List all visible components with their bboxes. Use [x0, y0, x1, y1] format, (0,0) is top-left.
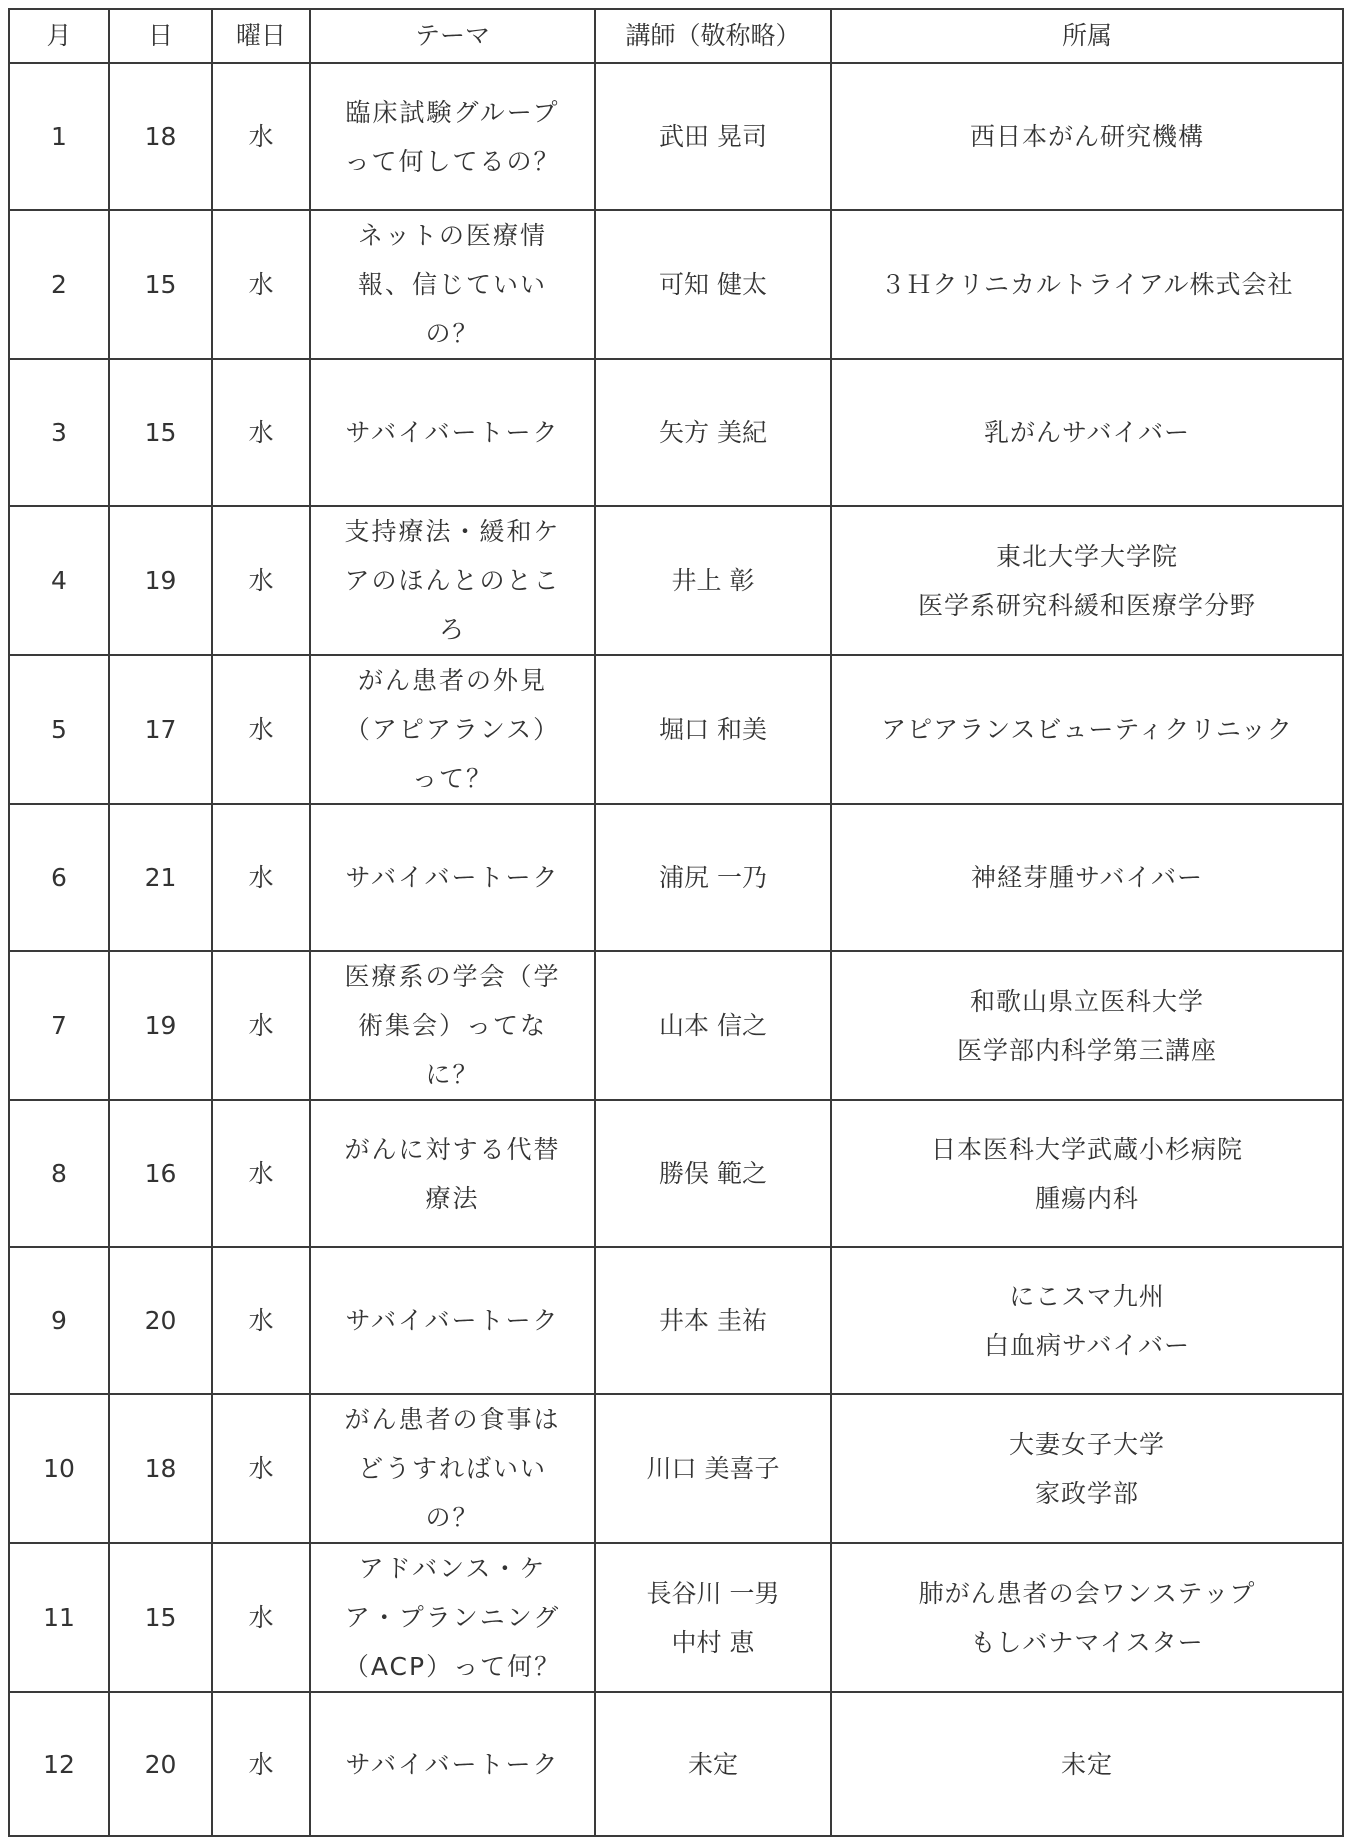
theme-line: って？ — [411, 764, 493, 793]
theme-line: に？ — [425, 1060, 480, 1089]
aff-cell — [831, 1247, 1343, 1394]
lecturer-line: 中村 恵 — [671, 1627, 755, 1657]
lecturer-line: 矢方 美紀 — [659, 418, 767, 447]
weekday-cell: 水 — [212, 1692, 310, 1836]
schedule-body — [9, 63, 1343, 1836]
theme-cell — [310, 1100, 595, 1247]
weekday-cell: 水 — [212, 804, 310, 951]
table-row — [9, 1100, 1343, 1247]
day-cell: 16 — [109, 1100, 212, 1247]
header-lecturer: 講師（敬称略） — [595, 9, 831, 63]
theme-cell — [310, 63, 595, 210]
table-row — [9, 359, 1343, 506]
affiliation-line: 肺がん患者の会ワンステップ — [918, 1578, 1256, 1608]
theme-line: 医療系の学会（学 — [344, 962, 561, 991]
theme-cell — [310, 210, 595, 359]
lecturer-cell — [595, 804, 831, 951]
affiliation-line: 西日本がん研究機構 — [969, 122, 1204, 151]
aff-cell — [831, 1394, 1343, 1543]
theme-line: サバイバートーク — [345, 1749, 560, 1779]
month-cell: 10 — [9, 1394, 109, 1543]
month-cell: 6 — [9, 804, 109, 951]
lecturer-cell — [595, 1543, 831, 1692]
month-cell: 12 — [9, 1692, 109, 1836]
day-cell: 19 — [109, 506, 212, 655]
day-cell: 18 — [109, 63, 212, 210]
aff-cell — [831, 1543, 1343, 1692]
lecturer-cell — [595, 951, 831, 1100]
lecturer-line: 井本 圭祐 — [659, 1306, 767, 1335]
lecturer-line: 山本 信之 — [659, 1011, 767, 1040]
table-row — [9, 1247, 1343, 1394]
theme-line: 療法 — [425, 1183, 480, 1213]
affiliation-line: 未定 — [1060, 1749, 1113, 1779]
theme-line: ろ — [438, 615, 466, 644]
header-theme: テーマ — [310, 9, 595, 63]
lecturer-cell — [595, 1247, 831, 1394]
theme-cell — [310, 506, 595, 655]
lecturer-line: 可知 健太 — [659, 270, 767, 299]
day-cell: 19 — [109, 951, 212, 1100]
theme-line: がん患者の外見 — [357, 666, 547, 695]
weekday-cell: 水 — [212, 1394, 310, 1543]
lecturer-line: 浦尻 一乃 — [659, 863, 767, 892]
theme-line: サバイバートーク — [345, 863, 560, 892]
theme-line: アのほんとのとこ — [344, 566, 561, 595]
table-row — [9, 1394, 1343, 1543]
lecturer-cell — [595, 1100, 831, 1247]
affiliation-line: 白血病サバイバー — [983, 1330, 1190, 1360]
aff-cell — [831, 1692, 1343, 1836]
table-row — [9, 655, 1343, 804]
table-row — [9, 951, 1343, 1100]
affiliation-line: 神経芽腫サバイバー — [970, 863, 1203, 892]
affiliation-line: 医学部内科学第三講座 — [956, 1035, 1217, 1065]
theme-cell — [310, 1394, 595, 1543]
theme-line: ア・プランニング — [344, 1603, 561, 1632]
table-row — [9, 63, 1343, 210]
theme-line: アドバンス・ケ — [358, 1554, 547, 1583]
weekday-cell: 水 — [212, 63, 310, 210]
lecturer-cell — [595, 1692, 831, 1836]
aff-cell — [831, 804, 1343, 951]
aff-cell — [831, 951, 1343, 1100]
affiliation-line: アピアランスビューティクリニック — [881, 715, 1293, 744]
affiliation-line: 家政学部 — [1034, 1478, 1139, 1508]
theme-cell — [310, 1692, 595, 1836]
lecturer-line: 堀口 和美 — [659, 715, 767, 744]
affiliation-line: 東北大学大学院 — [995, 541, 1178, 571]
weekday-cell: 水 — [212, 1247, 310, 1394]
day-cell: 18 — [109, 1394, 212, 1543]
header-day: 日 — [109, 9, 212, 63]
affiliation-line: にこスマ九州 — [1009, 1281, 1165, 1311]
month-cell: 1 — [9, 63, 109, 210]
affiliation-line: 医学系研究科緩和医療学分野 — [917, 590, 1256, 620]
theme-line: 支持療法・緩和ケ — [344, 517, 561, 546]
table-row — [9, 1692, 1343, 1836]
aff-cell — [831, 63, 1343, 210]
aff-cell — [831, 655, 1343, 804]
month-cell: 11 — [9, 1543, 109, 1692]
theme-cell — [310, 359, 595, 506]
theme-cell — [310, 1543, 595, 1692]
lecturer-line: 川口 美喜子 — [646, 1454, 780, 1483]
affiliation-line: 日本医科大学武蔵小杉病院 — [930, 1134, 1243, 1164]
aff-cell — [831, 210, 1343, 359]
affiliation-line: 大妻女子大学 — [1008, 1429, 1165, 1459]
weekday-cell: 水 — [212, 506, 310, 655]
day-cell: 15 — [109, 1543, 212, 1692]
day-cell: 20 — [109, 1692, 212, 1836]
day-cell: 20 — [109, 1247, 212, 1394]
theme-line: 臨床試験グループ — [345, 97, 560, 127]
weekday-cell: 水 — [212, 1543, 310, 1692]
theme-cell — [310, 1247, 595, 1394]
lecturer-line: 長谷川 一男 — [646, 1578, 780, 1608]
month-cell: 3 — [9, 359, 109, 506]
month-cell: 4 — [9, 506, 109, 655]
month-cell: 2 — [9, 210, 109, 359]
affiliation-line: 乳がんサバイバー — [983, 418, 1190, 447]
lecturer-cell — [595, 359, 831, 506]
schedule-table — [8, 8, 1344, 1837]
affiliation-line: 腫瘍内科 — [1034, 1183, 1139, 1213]
aff-cell — [831, 359, 1343, 506]
theme-line: の？ — [425, 1503, 480, 1532]
table-row — [9, 1543, 1343, 1692]
theme-line: サバイバートーク — [345, 1306, 560, 1335]
affiliation-line: ３Ｈクリニカルトライアル株式会社 — [880, 270, 1294, 299]
table-row — [9, 210, 1343, 359]
theme-line: の？ — [425, 319, 480, 348]
theme-cell — [310, 655, 595, 804]
month-cell: 7 — [9, 951, 109, 1100]
day-cell: 17 — [109, 655, 212, 804]
weekday-cell: 水 — [212, 1100, 310, 1247]
table-row — [9, 506, 1343, 655]
month-cell: 9 — [9, 1247, 109, 1394]
weekday-cell: 水 — [212, 359, 310, 506]
weekday-cell: 水 — [212, 951, 310, 1100]
lecturer-line: 武田 晃司 — [659, 122, 767, 151]
theme-line: サバイバートーク — [345, 418, 560, 447]
header-weekday: 曜日 — [212, 9, 310, 63]
theme-line: がん患者の食事は — [344, 1405, 561, 1434]
theme-cell — [310, 804, 595, 951]
lecturer-cell — [595, 655, 831, 804]
theme-line: （アピアランス） — [344, 715, 561, 744]
day-cell: 15 — [109, 210, 212, 359]
weekday-cell: 水 — [212, 210, 310, 359]
aff-cell — [831, 1100, 1343, 1247]
header-row — [9, 9, 1343, 63]
lecturer-line: 未定 — [687, 1749, 738, 1779]
affiliation-line: もしバナマイスター — [970, 1627, 1204, 1657]
lecturer-cell — [595, 210, 831, 359]
lecturer-cell — [595, 1394, 831, 1543]
theme-line: どうすればいい — [357, 1454, 547, 1483]
theme-line: （ACP）って何？ — [343, 1652, 562, 1681]
affiliation-line: 和歌山県立医科大学 — [969, 986, 1204, 1016]
theme-cell — [310, 951, 595, 1100]
day-cell: 21 — [109, 804, 212, 951]
theme-line: ネットの医療情 — [357, 221, 547, 250]
lecturer-cell — [595, 63, 831, 210]
theme-line: って何してるの？ — [344, 146, 561, 176]
aff-cell — [831, 506, 1343, 655]
month-cell: 8 — [9, 1100, 109, 1247]
lecturer-line: 勝俣 範之 — [659, 1159, 767, 1188]
table-row — [9, 804, 1343, 951]
lecturer-line: 井上 彰 — [671, 566, 755, 595]
header-affiliation: 所属 — [831, 9, 1343, 63]
theme-line: がんに対する代替 — [344, 1134, 561, 1164]
day-cell: 15 — [109, 359, 212, 506]
header-month: 月 — [9, 9, 109, 63]
month-cell: 5 — [9, 655, 109, 804]
weekday-cell: 水 — [212, 655, 310, 804]
lecturer-cell — [595, 506, 831, 655]
theme-line: 報、信じていい — [357, 270, 547, 299]
theme-line: 術集会）ってな — [357, 1011, 547, 1040]
